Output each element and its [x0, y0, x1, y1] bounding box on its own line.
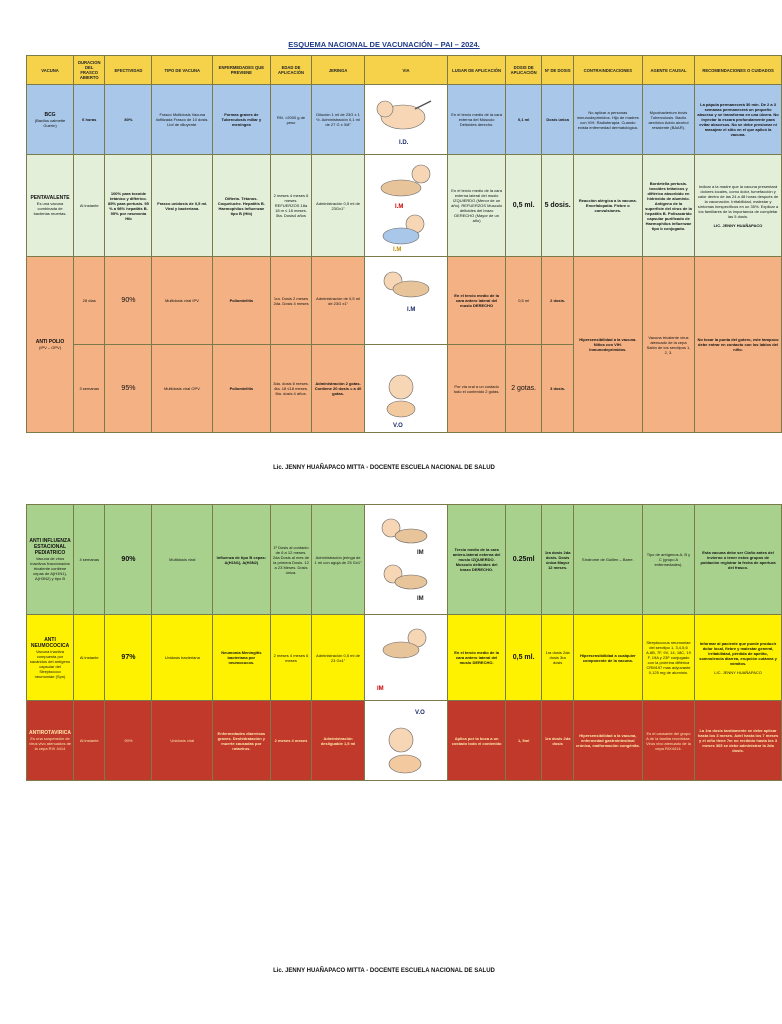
header-cell: JERINGA [312, 56, 364, 85]
vaccine-name-cell [27, 155, 74, 257]
header-cell: LUGAR DE APLICACIÓN [448, 56, 506, 85]
type-cell: Multidosis viral [152, 505, 213, 615]
via-cell [364, 505, 448, 615]
via-cell [364, 257, 448, 345]
effect-cell: 90% [105, 257, 152, 345]
contra-cell: Reacción alérgica a la vacuna. Encefalopatía. Fiebre o convulsiones. [573, 155, 642, 257]
vaccine-name: ANTI INFLUENZA ESTACIONAL PEDIATRICO [29, 538, 71, 556]
via-label: IM [377, 685, 384, 692]
header-cell: AGENTE CAUSAL [642, 56, 694, 85]
header-cell: EDAD DE APLICACIÓN [270, 56, 312, 85]
dose-cell: 0,5 ml. [505, 155, 542, 257]
header-cell: TIPO DE VACUNA [152, 56, 213, 85]
header-cell: VACUNA [27, 56, 74, 85]
via-label: I.M [407, 306, 416, 313]
vaccine-name: BCG [44, 111, 56, 118]
row-antineumococica [27, 615, 782, 701]
header-cell: ENFERMEDADES QUE PREVIENE [213, 56, 271, 85]
header-cell: VIA [364, 56, 448, 85]
vaccine-sub: (IPV – OPV) [39, 345, 62, 350]
baby-oral-illustration [371, 704, 441, 778]
type-cell: Frasco unidosis de 0,5 ml. Viral y bacteriana. [152, 155, 213, 257]
site-cell: Tercio medio de la cara antero-lateral externa del muslo IZQUIERDO. Musculo deltoides del brazo DERECHO. [448, 505, 506, 615]
via-cell [364, 615, 448, 701]
syringe-cell: Administración 0,5 ml de 23Gx1" [312, 155, 364, 257]
via-cell [364, 85, 448, 155]
age-cell: 1ra. Dosis 2 meses 2da. Dosis 4 meses [270, 257, 312, 345]
effect-cell: 80% [105, 85, 152, 155]
vaccine-name-cell [27, 257, 74, 433]
dose-cell: 0,5 ml. [505, 615, 542, 701]
vaccine-name-cell [27, 505, 74, 615]
care-cell: No tocar la punta del gotero, este tampoco debe entrar en contacto con los labios del niño. [695, 257, 782, 433]
baby-injection-illustration [371, 89, 441, 151]
vaccine-name-cell [27, 701, 74, 781]
ndose-cell: 1ra dosis 2da dosis [542, 701, 573, 781]
via-label: IM [417, 549, 424, 556]
care-cell: La pápula permanecerá 30 min. De 2 a 3 semanas permanecerá un pequeño absceso y se transforma en una úlcera. No inyectar la escara profundamente para evitar abscesos. No se debe presionar ni masajear el sitio en el que aplicó la vacuna. [695, 85, 782, 155]
via-cell [364, 701, 448, 781]
signature: LIC. JENNY HUAÑAPACO [713, 222, 763, 228]
agent-cell: Tipo de antígenos A, B y C (grupo A enfermedades). [642, 505, 694, 615]
disease-cell: Poliomielitis [213, 345, 271, 433]
baby-injection-illustration [371, 259, 441, 343]
duration-cell: 6 horas [74, 85, 105, 155]
row-antiinfluenza [27, 505, 782, 615]
syringe-cell: Administración desliguable 1,5 ml [312, 701, 364, 781]
age-cell: 2 meses 4 meses [270, 701, 312, 781]
dose-cell: 0,1 ml [505, 85, 542, 155]
care-cell: La 1ra dosis tardíamente se debe aplicar hasta los 3 meses. Adel hasta los 7 meses y el niño tiene 7m no recibido hasta los 3 meses 365 se debe administrar la 2da dosis. [695, 701, 782, 781]
header-cell: CONTRAINDICACIONES [573, 56, 642, 85]
site-cell: En el tercio medio de la cara externa del Músculo Deltoides derecho. [448, 85, 506, 155]
age-cell: 3da. dosis 6 meses. 4ta. 18 ≤18 meses. 5ta. dosis 4 años. [270, 345, 312, 433]
syringe-cell: Dilución 1 ml de 23G x 1 ½. Administración 0,1 ml de 27 G x 3/8" [312, 85, 364, 155]
header-cell: RECOMENDACIONES O CUIDADOS [695, 56, 782, 85]
via-label-2: IM [417, 595, 424, 602]
care-cell: Esta vacuna debe ser C/año antes del invierno o tener estos grupos de población registrar la fecha de apertura del frasco. [695, 505, 782, 615]
ndose-cell: Dosis única [542, 85, 573, 155]
syringe-cell: Administración de 0,5 ml de 23G x1" [312, 257, 364, 345]
baby-injection-illustration [371, 158, 441, 254]
baby-oral-illustration [371, 347, 441, 431]
via-label: V.O [393, 422, 403, 429]
footer-text: Lic. JENNY HUAÑAPACO MITTA - DOCENTE ESCUELA NACIONAL DE SALUD [273, 968, 495, 974]
effect-cell: 90% [105, 701, 152, 781]
vaccine-name: PENTAVALENTE [30, 195, 70, 201]
vaccine-name: ANTI NEUMOCOCICA [30, 636, 70, 649]
vaccine-name: ANTI POLIO [35, 339, 65, 345]
dose-cell: 0.25ml [505, 505, 542, 615]
baby-injection-illustration [371, 508, 441, 612]
vaccine-sub: Vacuna de virus inactivos fraccionados trivalente contiene cepas de A(H1N1), A(H3N2) y tipo B [30, 556, 70, 581]
via-cell [364, 345, 448, 433]
row-antipolio-ipv [27, 257, 782, 345]
footer-text: Lic. JENNY HUAÑAPACO MITTA - DOCENTE ESCUELA NACIONAL DE SALUD [273, 465, 495, 471]
effect-cell: 90% [105, 505, 152, 615]
ndose-cell: 1ra dosis 2da dosis 3ra dosis [542, 615, 573, 701]
disease-cell: Neumonía Meningitis bacteriana por neumococos. [213, 615, 271, 701]
agent-cell: Bordetella pertusis. toxoides tetánicos y diftérico absorbido en hidróxido de aluminio. Antígeno de la superficie del virus de la hepatitis B. Polisacárido capsular purificado de Haemophilus influenzae tipo b conjugado. [642, 155, 694, 257]
agent-cell: Vacuna trivalente virus atenuado de la cepa Sabin de los serotipos 1, 2, 3. [642, 257, 694, 433]
dose-cell: 0,5 ml [505, 257, 542, 345]
syringe-cell: Administración jeringa de 1 ml con aguja de 25 Gx1" [312, 505, 364, 615]
table-header-row [27, 56, 782, 85]
age-cell: 2 meses 4 meses 6 meses. REFUERZOS 18a 18 m ≤ 18 meses. 5ta. Dosis4 años [270, 155, 312, 257]
age-cell: 2 meses 4 meses 6 meses [270, 615, 312, 701]
care-cell [695, 155, 782, 257]
via-label: I.D. [399, 139, 409, 146]
age-cell: RN. >2000 g de peso [270, 85, 312, 155]
header-cell: Nº DE DOSIS [542, 56, 573, 85]
site-cell: En el tercio medio de la cara antero lateral del muslo DERECHO [448, 257, 506, 345]
site-cell: En el tercio medio de la cara antero lateral del muslo DERECHO. [448, 615, 506, 701]
care-text: Indicar a la madre que la vacuna presentará dolores locales, como dolor, tumefacción y calor dentro de las 24 a 48 horas después de la vacunación. Irritabilidad, malestar y síntomas inespecíficos en un 35%. Explicar a los familiares de la importancia de completar las 5 dosis. [697, 183, 779, 219]
contra-cell: Síndrome de Guillen – Barre. [573, 505, 642, 615]
vaccine-sub: Es una suspensión de virus vivo atenuados de la cepa RIX 4414 [29, 736, 72, 751]
header-cell: EFECTIVIDAD [105, 56, 152, 85]
vaccine-name: ANTIROTAVIRICA [29, 730, 72, 736]
duration-cell: 4 semanas [74, 505, 105, 615]
vaccine-table-1 [26, 55, 782, 433]
contra-cell: Hipersensibilidad a cualquier componente de la vacuna. [573, 615, 642, 701]
baby-injection-illustration [371, 618, 441, 698]
contra-cell: No aplicar a personas inmunodeprimidos. Hijo de madres con VIH. Radioterapia. Cuando exista enfermedad dermatológica. [573, 85, 642, 155]
site-cell: Por vía oral a un costado todo el contenido 2 gotas. [448, 345, 506, 433]
agent-cell: Streptococus neumoniae del serotipo 1, 3,4,5,6 A,6B, 7F, 9V, 14, 18C, 19 F, 19A y 23F conjugado con la proteína diftérica CRM197 mas adyuvante 0,125 mg de aluminio. [642, 615, 694, 701]
age-cell: 1º Dosis al contacto de 6 a 12 meses. 2da Dosis al mes de la primera Dosis. 12 a 23 Meses. Dosis única. [270, 505, 312, 615]
row-pentavalente [27, 155, 782, 257]
site-cell: Aplica por la boca a un costado todo el contenido [448, 701, 506, 781]
care-text: Informar al paciente que puede producir dolor local, fiebre y malestar general, irritabilidad, pérdida de apetito, somnolencia diarrea, erupción cutánea y vómitos. [699, 640, 777, 666]
signature: LIC. JENNY HUAÑAPACO [714, 669, 762, 675]
effect-cell: 97% [105, 615, 152, 701]
type-cell: Multidosis viral OPV. [152, 345, 213, 433]
via-label: I.M [395, 203, 404, 210]
care-cell [695, 615, 782, 701]
type-cell: Unidosis bacteriana [152, 615, 213, 701]
syringe-cell: Administración 2 gotas. Contiene 20 dosis = a 40 gotas. [312, 345, 364, 433]
ndose-cell: 3 dosis. [542, 345, 573, 433]
disease-cell: Formas graves de Tuberculosis miliar y meningea [213, 85, 271, 155]
disease-cell: Poliomielitis [213, 257, 271, 345]
vaccine-sub: Es una vacuna combinada de bacterias muertas. [33, 201, 67, 216]
header-cell: DOSIS DE APLICACIÓN [505, 56, 542, 85]
disease-cell: Influenza de tipo B cepas: A(H1N1), A(H3N2) [213, 505, 271, 615]
agent-cell: Es el causante del grupo A de la familia reoviridae. Virus vivo atenuado de la cepa RIX4414. [642, 701, 694, 781]
type-cell: Unidosis viral [152, 701, 213, 781]
duration-cell: Al instante [74, 155, 105, 257]
via-cell [364, 155, 448, 257]
header-cell: DURACION DEL FRASCO ABIERTO [74, 56, 105, 85]
row-bcg [27, 85, 782, 155]
vaccine-sub: Vacuna inactiva compuesta por sacáridos del antígeno capsular del Streptococo neumoniae (Spn) [29, 648, 71, 679]
type-cell: Frasco Multidosis Vacuna liofilizada Frasco de 10 dosis. Liof de diluyente. [152, 85, 213, 155]
disease-cell: Difteria. Tétanos. Coqueluche. Hepatitis B. Haemophilus Influenzae tipo B (Hib) [213, 155, 271, 257]
site-cell: En el tercio medio de la cara externa lateral del muslo IZQUIERDO (Menor de un año). REFUERZOS Musculo deltoides del brazo DERECHO (Mayor de un año) [448, 155, 506, 257]
disease-cell: Enfermedades diarreicas graves. Deshidratación y muerte causadas por rotavirus. [213, 701, 271, 781]
duration-cell: Al instante [74, 701, 105, 781]
duration-cell: 3 semanas [74, 345, 105, 433]
via-label-2: I.M [393, 246, 402, 253]
vaccine-table-2 [26, 504, 782, 781]
dose-cell: 2 gotas. [505, 345, 542, 433]
duration-cell: 28 días [74, 257, 105, 345]
page-title: ESQUEMA NACIONAL DE VACUNACIÓN – PAI – 2024. [288, 40, 480, 49]
vaccine-sub: (Bacilus calmette Guerin) [34, 117, 66, 128]
contra-cell: Hipersensibilidad a la vacuna, enfermedad gastrointestinal crónica, malformación congénita. [573, 701, 642, 781]
via-label: V.O [415, 709, 425, 716]
row-antirotavirica [27, 701, 782, 781]
vaccine-name-cell [27, 85, 74, 155]
ndose-cell: 5 dosis. [542, 155, 573, 257]
duration-cell: Al instante [74, 615, 105, 701]
contra-cell: Hipersensibilidad a la vacuna. Niños con VIH. Inmunodeprimidos. [573, 257, 642, 433]
syringe-cell: Administración 0,5 ml de 23 Gx1" [312, 615, 364, 701]
effect-cell: 95% [105, 345, 152, 433]
ndose-cell: 1ra dosis 2da dosis. Dosis única Mayor 12 meses. [542, 505, 573, 615]
ndose-cell: 2 dosis. [542, 257, 573, 345]
effect-cell: 100% para toxoide tetánico y diftérico. 85% para pertusis. 95 % a 98% hepatitis B. 95% por neumonía Hib [105, 155, 152, 257]
dose-cell: 1, 5ml [505, 701, 542, 781]
type-cell: Multidosis viral IPV. [152, 257, 213, 345]
agent-cell: Mycobacterium bovis Tuberculosis. Bacilo aeróbico Acido alcohol resistente (BAAR). [642, 85, 694, 155]
vaccine-name-cell [27, 615, 74, 701]
